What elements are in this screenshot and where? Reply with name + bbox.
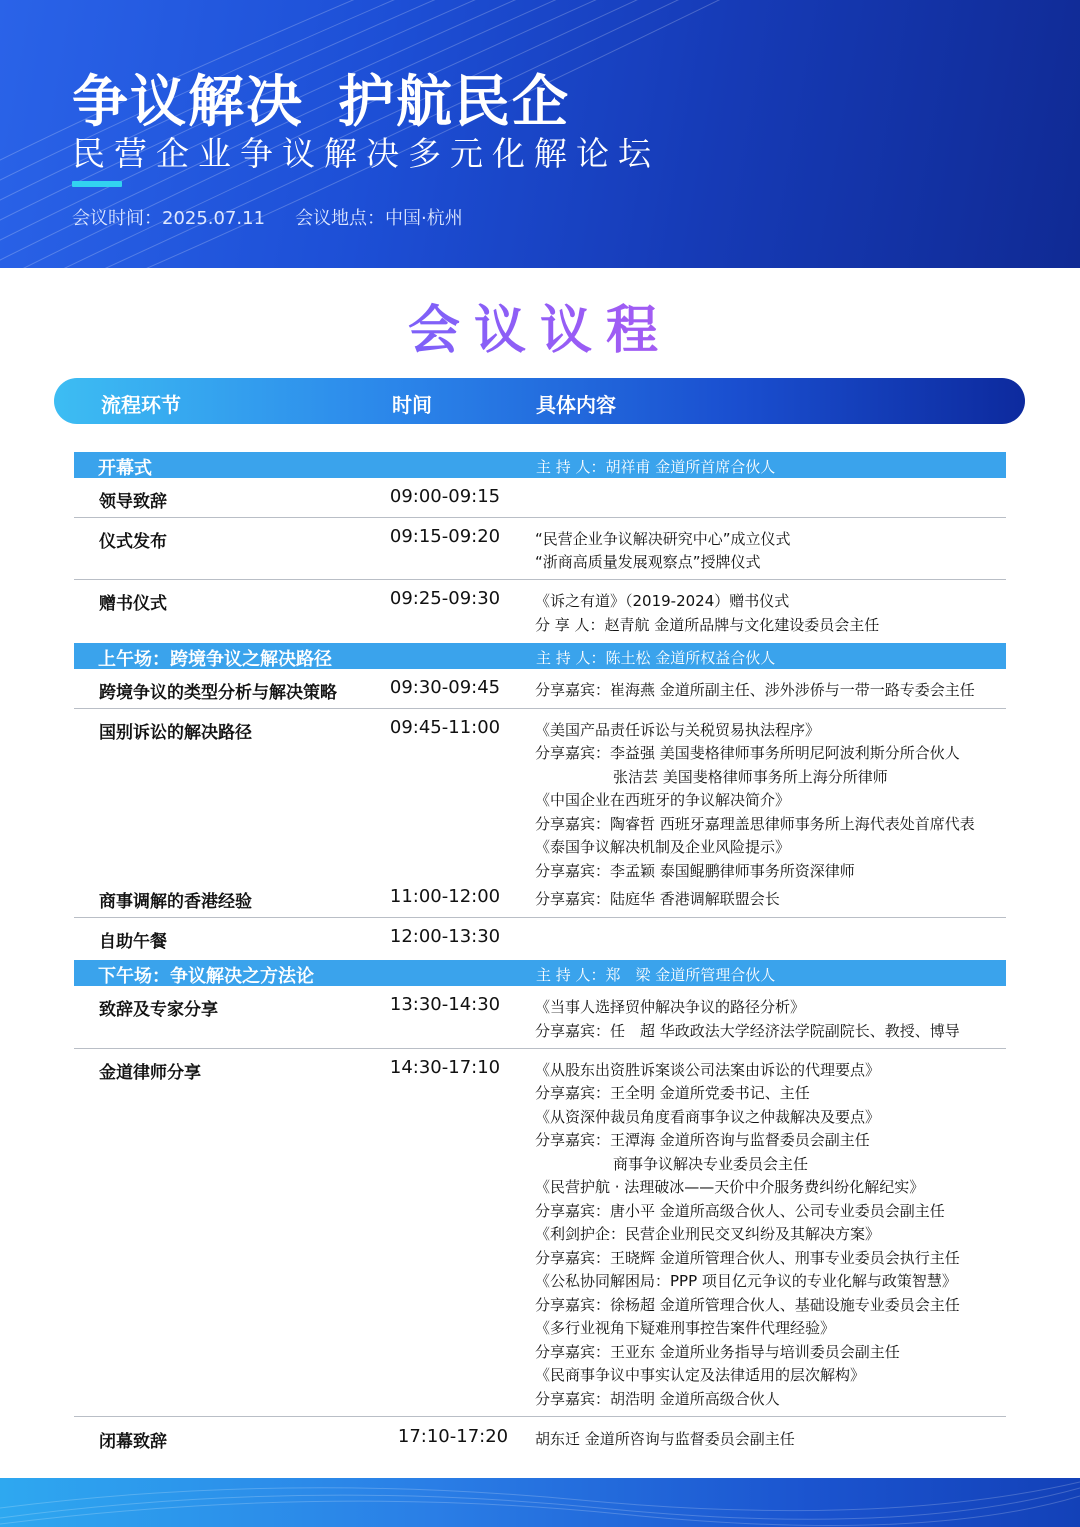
row-time: 09:30-09:45 <box>389 677 501 698</box>
column-header <box>54 378 1025 424</box>
content-line: 《中国企业在西班牙的争议解决简介》 <box>535 791 791 809</box>
content-line: 分享嘉宾：王亚东 金道所业务指导与培训委员会副主任 <box>535 1343 900 1361</box>
content-line: 分享嘉宾：李益强 美国斐格律师事务所明尼阿波利斯分所合伙人 <box>535 744 960 762</box>
content-line: 分享嘉宾：徐杨超 金道所管理合伙人、基础设施专业委员会主任 <box>535 1296 960 1314</box>
row-name: 致辞及专家分享 <box>99 1000 218 1020</box>
footer-wave-decoration <box>0 1478 1080 1527</box>
content-line: 《多行业视角下疑难刑事控告案件代理经验》 <box>535 1319 836 1337</box>
row-name: 闭幕致辞 <box>99 1432 167 1452</box>
column-time: 时间 <box>392 393 432 417</box>
content-line: 《当事人选择贸仲解决争议的路径分析》 <box>535 998 806 1016</box>
content-line: 分享嘉宾：王潭海 金道所咨询与监督委员会副主任 <box>535 1131 870 1149</box>
row-divider <box>74 1416 1006 1417</box>
content-line: 《利剑护企：民营企业刑民交叉纠纷及其解决方案》 <box>535 1225 881 1243</box>
column-content: 具体内容 <box>536 393 616 417</box>
main-title-part1: 争议解决 <box>72 70 304 135</box>
content-line: 《民商事争议中事实认定及法律适用的层次解构》 <box>535 1366 866 1384</box>
subtitle: 民营企业争议解决多元化解论坛 <box>72 134 660 173</box>
row-time: 09:00-09:15 <box>389 486 501 507</box>
row-time: 14:30-17:10 <box>389 1057 501 1078</box>
section-bar-morning <box>74 643 1006 669</box>
content-line: 分享嘉宾：崔海燕 金道所副主任、涉外涉侨与一带一路专委会主任 <box>535 681 975 699</box>
main-title <box>72 58 570 138</box>
row-time: 09:45-11:00 <box>389 717 501 738</box>
row-name: 国别诉讼的解决路径 <box>99 723 252 743</box>
content-line: 分享嘉宾：胡浩明 金道所高级合伙人 <box>535 1390 780 1408</box>
section-title: 上午场：跨境争议之解决路径 <box>98 649 332 670</box>
content-line: 分享嘉宾：陶睿哲 西班牙嘉理盖思律师事务所上海代表处首席代表 <box>535 815 975 833</box>
row-name: 金道律师分享 <box>99 1063 201 1083</box>
section-host: 主 持 人：郑 梁 金道所管理合伙人 <box>536 966 776 984</box>
meeting-meta <box>72 204 463 230</box>
content-line: 分享嘉宾：任 超 华政政法大学经济法学院副院长、教授、博导 <box>535 1022 960 1040</box>
content-line: 张洁芸 美国斐格律师事务所上海分所律师 <box>613 768 888 786</box>
row-name: 仪式发布 <box>99 532 167 552</box>
content-line: 《从资深仲裁员角度看商事争议之仲裁解决及要点》 <box>535 1108 881 1126</box>
content-line: 《公私协同解困局：PPP 项目亿元争议的专业化解与政策智慧》 <box>535 1272 957 1290</box>
accent-bar <box>72 181 122 187</box>
row-name: 赠书仪式 <box>99 594 167 614</box>
row-name: 领导致辞 <box>99 492 167 512</box>
row-divider <box>74 579 1006 580</box>
footer-bar <box>0 1478 1080 1527</box>
content-line: 《泰国争议解决机制及企业风险提示》 <box>535 838 791 856</box>
row-time: 13:30-14:30 <box>389 994 501 1015</box>
content-line: 分 享 人：赵青航 金道所品牌与文化建设委员会主任 <box>535 616 880 634</box>
section-bar-opening <box>74 452 1006 478</box>
section-host: 主 持 人：胡祥甫 金道所首席合伙人 <box>536 458 776 476</box>
meeting-time: 会议时间：2025.07.11 <box>72 208 266 229</box>
row-divider <box>74 708 1006 709</box>
content-line: “民营企业争议解决研究中心”成立仪式 <box>535 530 791 548</box>
content-line: 分享嘉宾：王晓辉 金道所管理合伙人、刑事专业委员会执行主任 <box>535 1249 960 1267</box>
header-banner <box>0 0 1080 268</box>
row-time: 09:25-09:30 <box>389 588 501 609</box>
section-title: 开幕式 <box>98 458 152 479</box>
content-line: 《从股东出资胜诉案谈公司法案由诉讼的代理要点》 <box>535 1061 881 1079</box>
main-title-part2: 护航民企 <box>338 70 570 135</box>
content-line: 《美国产品责任诉讼与关税贸易执法程序》 <box>535 721 821 739</box>
row-divider <box>74 1048 1006 1049</box>
section-title: 下午场：争议解决之方法论 <box>98 966 314 987</box>
row-time: 11:00-12:00 <box>389 886 501 907</box>
section-host: 主 持 人：陈土松 金道所权益合伙人 <box>536 649 776 667</box>
row-divider <box>74 917 1006 918</box>
column-stage: 流程环节 <box>101 393 181 417</box>
row-time: 17:10-17:20 <box>397 1426 509 1447</box>
content-line: 分享嘉宾：唐小平 金道所高级合伙人、公司专业委员会副主任 <box>535 1202 945 1220</box>
row-time: 09:15-09:20 <box>389 526 501 547</box>
row-divider <box>74 517 1006 518</box>
content-line: 分享嘉宾：李孟颖 泰国鲲鹏律师事务所资深律师 <box>535 862 855 880</box>
row-time: 12:00-13:30 <box>389 926 501 947</box>
content-line: “浙商高质量发展观察点”授牌仪式 <box>535 553 761 571</box>
content-line: 分享嘉宾：陆庭华 香港调解联盟会长 <box>535 890 780 908</box>
agenda-title: 会议议程 <box>0 288 1080 363</box>
meeting-place: 会议地点：中国·杭州 <box>295 208 463 229</box>
content-line: 胡东迁 金道所咨询与监督委员会副主任 <box>535 1430 795 1448</box>
content-line: 分享嘉宾：王全明 金道所党委书记、主任 <box>535 1084 810 1102</box>
content-line: 《民营护航 · 法理破冰——天价中介服务费纠纷化解纪实》 <box>535 1178 925 1196</box>
content-line: 《诉之有道》（2019-2024）赠书仪式 <box>535 592 790 610</box>
section-bar-afternoon <box>74 960 1006 986</box>
row-name: 自助午餐 <box>99 932 167 952</box>
row-name: 跨境争议的类型分析与解决策略 <box>99 683 337 703</box>
content-line: 商事争议解决专业委员会主任 <box>613 1155 809 1173</box>
row-name: 商事调解的香港经验 <box>99 892 252 912</box>
